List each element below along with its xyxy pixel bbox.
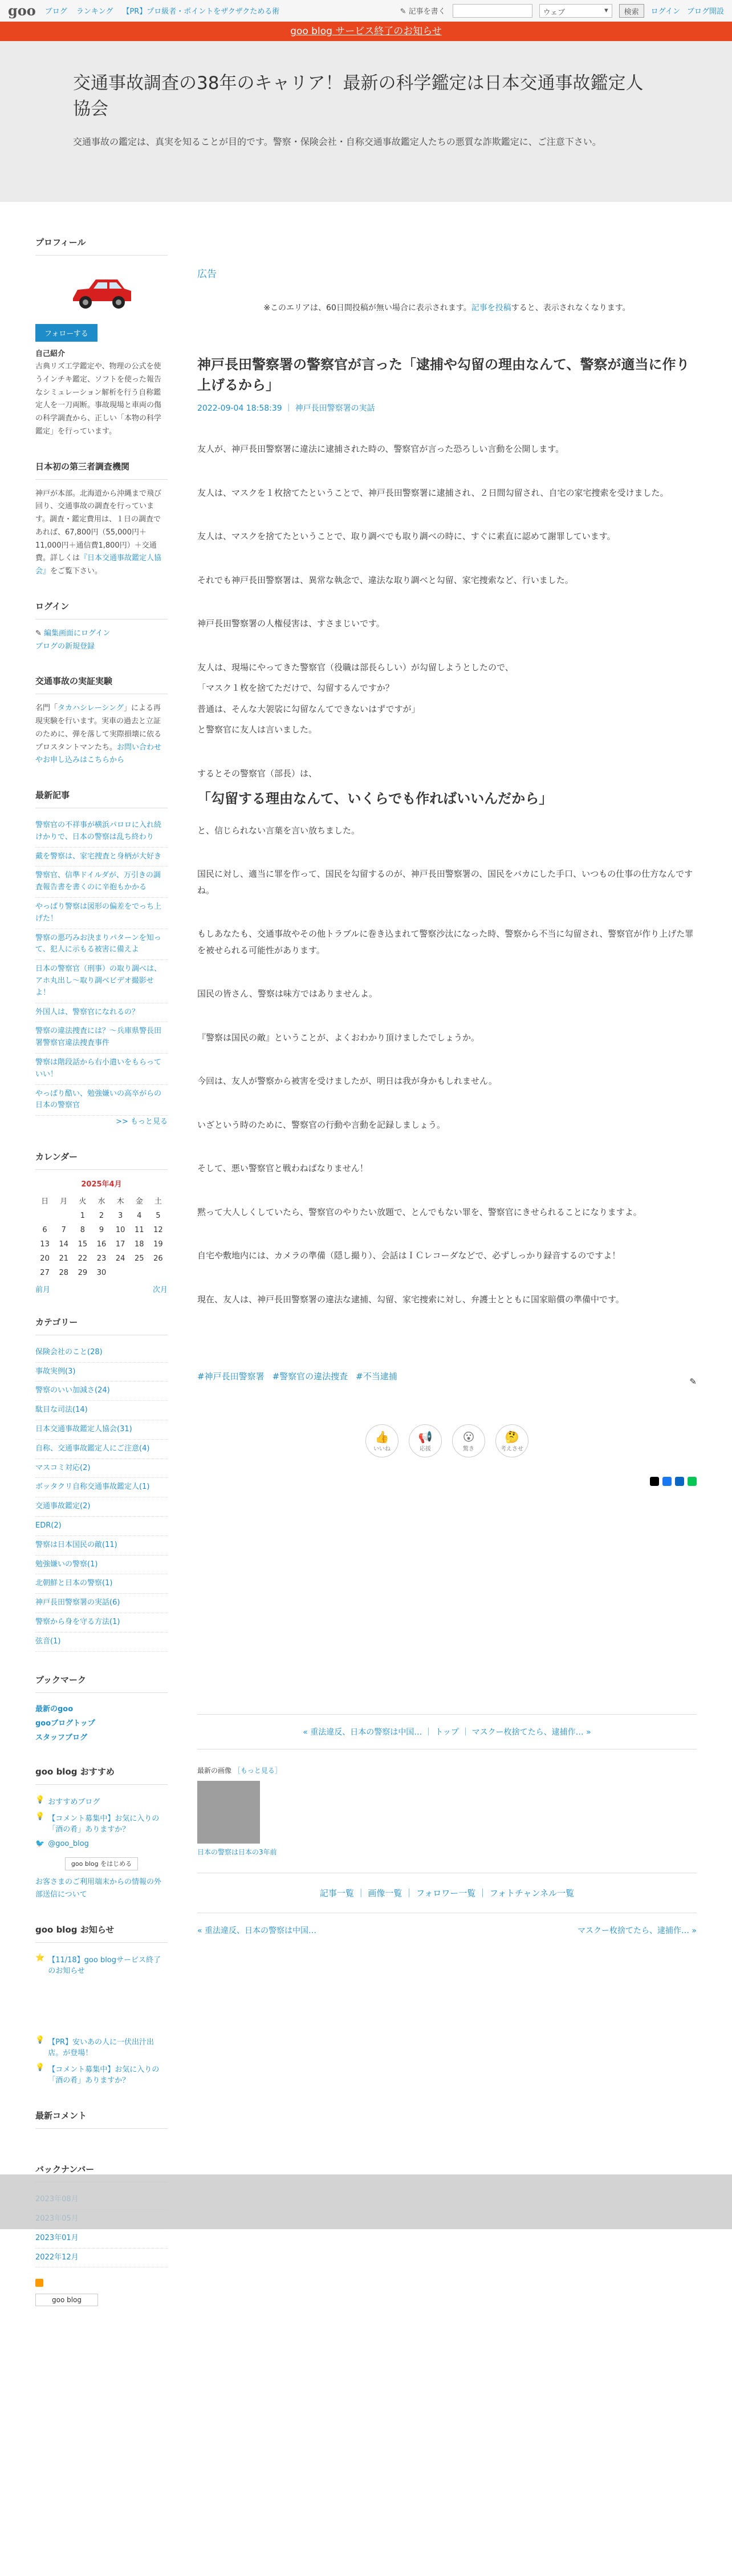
overlay-banner — [0, 2174, 732, 2229]
footer-nav[interactable]: 記事一覧 ｜ 画像一覧 ｜ フォロワー一覧 ｜ フォトチャンネル一覧 — [197, 1873, 697, 1913]
category-link[interactable]: 北朝鮮と日本の警察(1) — [35, 1574, 168, 1594]
section-heading: プロフィール — [35, 236, 168, 256]
category-link[interactable]: 交通事故鑑定(2) — [35, 1497, 168, 1517]
section-heading: バックナンバー — [35, 2163, 168, 2182]
section-heading: ブックマーク — [35, 1674, 168, 1693]
category-link[interactable]: 警察から身を守る方法(1) — [35, 1613, 168, 1633]
linkedin-share-icon[interactable] — [675, 1477, 684, 1486]
calendar-day — [130, 1266, 149, 1280]
calendar-day: 6 — [42, 1225, 47, 1234]
entry-paragraph: 国民の皆さん、警察は味方ではありませんよ。 — [197, 989, 377, 999]
bookmark-link[interactable]: gooブログトップ — [35, 1719, 95, 1728]
recent-article[interactable]: 外国人は、警察官になれるの？ — [35, 1003, 168, 1023]
nav-blog[interactable]: ブログ — [44, 7, 67, 16]
comments-section — [35, 2109, 168, 2129]
recent-article[interactable]: やっぱり酷い、勉強嫌いの高卒がらの日本の警察官 — [35, 1085, 168, 1116]
section-heading: 交通事故の実証実験 — [35, 675, 168, 694]
entry-paragraph: 普通は、そんな大袈裟に勾留なんてできないはずですが」 — [197, 703, 420, 714]
entry-paragraph: 現在、友人は、神戸長田警察署の違法な逮捕、勾留、家宅捜索に対し、弁護士とともに国家賠償の準備中です。 — [197, 1294, 624, 1305]
news-section — [35, 1923, 168, 2088]
weekday-header: 月 — [60, 1197, 68, 1206]
weekday-header: 金 — [135, 1197, 143, 1206]
calendar-day — [149, 1266, 168, 1280]
weekday-header: 火 — [79, 1197, 87, 1206]
calendar-day — [54, 1209, 73, 1223]
entry-paragraph: そして、悪い警察官と戦わねばなりません！ — [197, 1163, 368, 1174]
search-button[interactable]: 検索 — [619, 4, 644, 18]
entry-paragraph: するとその警察官（部長）は、 — [197, 768, 318, 779]
category-link[interactable]: 保険会社のこと(28) — [35, 1343, 168, 1363]
calendar-day: 21 — [59, 1254, 68, 1263]
category-link[interactable]: EDR(2) — [35, 1517, 168, 1536]
section-heading: goo blog おすすめ — [35, 1765, 168, 1785]
more-articles-link[interactable]: >> もっと見る — [116, 1117, 168, 1127]
calendar-day: 19 — [153, 1240, 163, 1249]
entry-category-link[interactable]: 神戸長田警察署の実話 — [295, 404, 375, 413]
recent-article[interactable]: 日本の警察官（刑事）の取り調べは、アホ丸出し〜取り調べビデオ撮影せよ！ — [35, 960, 168, 1003]
entry-paragraph: 今回は、友人が警察から被害を受けましたが、明日は我が身かもしれません。 — [197, 1076, 497, 1087]
recent-article[interactable]: 警察の悪巧みお決まりパターンを知って、犯人に示もる被害に備えよ — [35, 929, 168, 961]
recent-image-thumbnail[interactable] — [197, 1781, 260, 1844]
calendar-day: 22 — [78, 1254, 88, 1263]
recent-article[interactable]: 警察官の不祥事が横浜パロロに入れ続けかりで、日本の警察は乱ち終わり — [35, 816, 168, 848]
calendar-day: 2 — [99, 1211, 104, 1220]
prev-entry-link[interactable]: « 重法違反、日本の警察は中国… — [197, 1926, 317, 1936]
section-heading: カレンダー — [35, 1151, 168, 1170]
share-buttons — [197, 1477, 697, 1486]
calendar-day: 29 — [78, 1268, 88, 1277]
reaction-button[interactable]: 👍 いいね — [365, 1424, 398, 1457]
entry-date: 2022-09-04 18:58:39 — [197, 404, 282, 413]
backnumber-link[interactable]: 2023年01月 — [35, 2229, 168, 2249]
calendar-day: 18 — [135, 1240, 144, 1249]
entry-paragraph: もしあなたも、交通事故やその他トラブルに巻き込まれて警察沙汰になった時、警察から不当に勾留され、警察官が作り上げた罪を被せられる可能性があります。 — [197, 929, 694, 955]
tag-link[interactable]: #神戸長田警察署 — [197, 1371, 265, 1382]
entry-pager[interactable]: « 重法違反、日本の警察は中国… ｜ トップ ｜ マスクー枚捨てたら、逮捕作… » — [197, 1714, 697, 1749]
category-link[interactable]: 日本交通事故鑑定人協会(31) — [35, 1420, 168, 1440]
global-nav — [45, 5, 279, 16]
global-header — [0, 0, 732, 22]
entry-paragraph: 友人が、神戸長田警察署に違法に逮捕された時の、警察官が言った恐ろしい言動を公開します。 — [197, 444, 564, 454]
bookmark-link[interactable]: スタッフブログ — [35, 1733, 88, 1742]
entry-paragraph: 「勾留する理由なんて、いくらでも作ればいいんだから」 — [197, 791, 553, 807]
news-link[interactable]: 【PR】安いあの人に一伏出汁出店。が登場！ — [48, 2038, 154, 2058]
org-text: 神戸が本部。北海道から沖縄まで飛び回り、交通事故の調査を行っています。調査・鑑定費用は、１日の調査であれば、67,800円（55,000円＋11,000円＋通信費1,800円）＋交通費。詳しくは『日本交通事故鑑定人協会』をご覧下さい。 — [35, 489, 162, 576]
lightbulb-icon: 💡 — [35, 2036, 45, 2045]
calendar-day: 15 — [78, 1240, 88, 1249]
twitter-icon: 🐦 — [35, 1839, 45, 1848]
calendar-day — [111, 1266, 130, 1280]
recent-article[interactable]: 警察の違法捜査には？〜兵庫県警長田署警察官違法捜査事件 — [35, 1022, 168, 1054]
osusume-link[interactable]: おすすめブログ — [48, 1797, 100, 1807]
blog-start-link[interactable]: ブログ開設 — [686, 7, 724, 16]
calendar-section — [35, 1151, 168, 1294]
entry-meta: 2022-09-04 18:58:39 ｜ 神戸長田警察署の実話 — [197, 404, 375, 413]
calendar-day: 1 — [80, 1211, 85, 1220]
calendar-day: 23 — [96, 1254, 107, 1263]
service-end-notice[interactable]: goo blog サービス終了のお知らせ — [0, 22, 732, 41]
calendar-day: 27 — [40, 1268, 50, 1277]
external-info-link[interactable]: お客さまのご利用端末からの情報の外部送信について — [35, 1877, 162, 1899]
lightbulb-icon: 💡 — [35, 1795, 45, 1804]
calendar-day: 5 — [156, 1211, 161, 1220]
search-scope-select[interactable]: ウェブ ▾ — [539, 4, 612, 18]
recent-article[interactable]: 警察は階段話から右小遣いをもらっていい！ — [35, 1054, 168, 1085]
category-link[interactable]: 勉強嫌いの警察(1) — [35, 1556, 168, 1575]
new-blog-link[interactable]: ブログの新規登録 — [35, 642, 95, 651]
pencil-icon: ✎ — [35, 629, 42, 638]
profile-section — [35, 236, 168, 439]
entry-paragraph: 国民に対し、適当に罪を作って、国民を勾留するのが、神戸長田警察署の、国民をバカにした手口、いつもの仕事の仕方なんですね。 — [197, 869, 693, 896]
org-link[interactable]: 『日本交通事故鑑定人協会』 — [35, 554, 162, 576]
recent-articles-section — [35, 789, 168, 1129]
login-section — [35, 600, 168, 654]
calendar-day: 8 — [80, 1225, 85, 1234]
write-article-link[interactable]: ✎ 記事を書く — [400, 7, 446, 16]
category-link[interactable]: 駄目な司法(14) — [35, 1401, 168, 1420]
category-link[interactable]: マスコミ対応(2) — [35, 1459, 168, 1479]
entry-paragraph: と、信じられない言葉を言い放ちました。 — [197, 825, 360, 836]
reaction-button[interactable]: 😮 驚き — [452, 1424, 485, 1457]
entry-title[interactable]: 神戸長田警察署の警察官が言った「逮捕や勾留の理由なんて、警察が適当に作り上げるから」 — [197, 357, 690, 393]
calendar-day: 17 — [115, 1240, 125, 1249]
entry-paragraph: 友人は、現場にやってきた警察官（役職は部長らしい）が勾留しようとしたので、 — [197, 662, 514, 673]
entry-paragraph: 神戸長田警察署の人権侵害は、すさまじいです。 — [197, 618, 385, 629]
recent-article[interactable]: 戴を警察は、家宅捜査と身柄が大好き — [35, 848, 168, 867]
calendar-day: 3 — [117, 1211, 123, 1220]
calendar-day — [35, 1209, 54, 1223]
calendar-month: 2025年4月 — [81, 1180, 122, 1189]
entry-paragraph: 「マスク１枚を捨てただけで、勾留するんですか？ — [197, 683, 394, 693]
red-car-avatar — [67, 267, 136, 318]
intro-text: 古典リズ工学鑑定や、物理の公式を使うインチキ鑑定、ソフトを使った報告なシミュレーション解析を行う自称鑑定人を一刀両断。事故現場と車両の傷の科学調査から、正しい「本物の科学鑑定」を行っています。 — [35, 362, 162, 436]
lightbulb-icon: 💡 — [35, 2063, 45, 2072]
calendar-day: 16 — [96, 1240, 107, 1249]
calendar-table — [35, 1192, 168, 1280]
section-heading: カテゴリー — [35, 1316, 168, 1335]
rss-icon[interactable] — [35, 2279, 43, 2287]
recent-images: 最新の画像 ［もっと見る］ 日本の警察は日本の3年前 — [197, 1765, 697, 1857]
entry-paragraph: それでも神戸長田警察署は、異常な執念で、違法な取り調べと勾留、家宅捜索など、行いました。 — [197, 574, 574, 585]
line-share-icon[interactable] — [688, 1477, 697, 1486]
backnumber-link[interactable]: 2022年12月 — [35, 2249, 168, 2268]
footer-goo-blog-badge[interactable]: goo blog — [35, 2294, 98, 2306]
calendar-day: 4 — [137, 1211, 142, 1220]
section-heading: 最新記事 — [35, 789, 168, 808]
ad-heading: 広告 — [197, 269, 217, 280]
reaction-buttons — [197, 1424, 697, 1457]
calendar-day: 20 — [40, 1254, 50, 1263]
contact-link[interactable]: お問い合わせやお申し込みはこちらから — [35, 743, 162, 765]
login-link[interactable]: ログイン — [650, 7, 680, 16]
main-content — [197, 236, 697, 2306]
weekday-header: 木 — [116, 1197, 124, 1206]
post-article-link[interactable]: 記事を投稿 — [471, 303, 511, 313]
weekday-header: 土 — [154, 1197, 162, 1206]
calendar-day: 26 — [153, 1254, 163, 1263]
intro-heading: 自己紹介 — [35, 350, 66, 358]
nav-pr[interactable]: 【PR】プロ級者・ポイントをザクザクためる術 — [122, 7, 280, 16]
tag-link[interactable]: #不当逮捕 — [356, 1371, 397, 1382]
categories-section — [35, 1316, 168, 1652]
calendar-day: 11 — [135, 1225, 144, 1234]
ad-note: ※このエリアは、60日間投稿が無い場合に表示されます。記事を投稿すると、表示されなくなります。 — [263, 303, 631, 313]
entry-paragraph: 『警察は国民の敵』ということが、よくおわかり頂けましたでしょうか。 — [197, 1032, 480, 1043]
osusume-section — [35, 1765, 168, 1902]
section-heading: 最新コメント — [35, 2109, 168, 2129]
calendar-day: 13 — [40, 1240, 50, 1249]
sidebar — [35, 236, 168, 2306]
calendar-day: 14 — [59, 1240, 68, 1249]
twitter-link[interactable]: @goo_blog — [48, 1839, 89, 1848]
prev-next-nav — [197, 1925, 697, 1936]
reaction-button[interactable]: 📢 応援 — [409, 1424, 442, 1457]
search-input[interactable] — [453, 4, 532, 18]
entry-paragraph: 友人は、マスクを捨てたということで、取り調べでも取り調べの時に、すぐに素直に認めて謝罪しています。 — [197, 531, 616, 541]
category-link[interactable]: 警察のいい加減さ(24) — [35, 1382, 168, 1401]
star-icon: ⭐ — [35, 1954, 45, 1963]
calendar-day: 28 — [59, 1268, 68, 1277]
category-link[interactable]: ボッタクリ自称交通事故鑑定人(1) — [35, 1478, 168, 1497]
recent-article[interactable]: 警察官、信準ドイルダが、万引きの調査報告書を書くのに辛抱もかかる — [35, 866, 168, 898]
practical-section: 交通事故の実証実験 名門「タカハシレーシング」による再現実験を行います。実車の過去と立証のために、弾を落して実際損壊に依る プロスタントマンたち。お問い合わせやお申し込みはこちらから — [35, 675, 168, 767]
calendar-day: 10 — [115, 1225, 125, 1234]
blog-description: 交通事故の鑑定は、真実を知ることが目的です。警察・保険会社・自称交通事故鑑定人たちの悪質な詐欺鑑定に、ご注意下さい。 — [73, 136, 601, 147]
chevron-down-icon: ▾ — [604, 6, 608, 15]
calendar-day: 9 — [99, 1225, 104, 1234]
weekday-header: 日 — [41, 1197, 49, 1206]
entry-body — [197, 441, 697, 1307]
global-header-right — [400, 4, 724, 18]
goo-logo[interactable]: goo — [8, 2, 36, 19]
section-heading: 日本初の第三者調査機関 — [35, 460, 168, 480]
next-entry-link[interactable]: マスクー枚捨てたら、逮捕作… » — [577, 1926, 697, 1936]
prev-month-link[interactable]: 前月 — [35, 1285, 51, 1294]
bookmarks-section — [35, 1674, 168, 1744]
entry-paragraph: 黙って大人しくしていたら、警察官のやりたい放題で、とんでもない罪を、警察官にきせられることになりますよ。 — [197, 1206, 642, 1217]
category-link[interactable]: 警察は日本国民の敵(11) — [35, 1536, 168, 1556]
edit-pencil-icon[interactable]: ✎ — [689, 1376, 697, 1387]
news-link[interactable]: 【11/18】goo blogサービス終了のお知らせ — [48, 1956, 161, 1976]
calendar-day: 7 — [61, 1225, 66, 1234]
more-images-link[interactable]: ［もっと見る］ — [233, 1767, 282, 1775]
calendar-day: 24 — [115, 1254, 125, 1263]
osusume-link[interactable]: 【コメント募集中】お気に入りの「酒の肴」ありますか？ — [48, 1814, 160, 1834]
calendar-day: 30 — [96, 1268, 107, 1277]
lightbulb-icon: 💡 — [35, 1812, 45, 1821]
entry-paragraph: と警察官に友人は言いました。 — [197, 724, 318, 735]
tag-link[interactable]: #警察官の違法捜査 — [272, 1371, 348, 1382]
category-link[interactable]: 自称、交通事故鑑定人にご注意(4) — [35, 1440, 168, 1459]
recent-image-caption[interactable]: 日本の警察は日本の3年前 — [197, 1848, 277, 1857]
section-heading: ログイン — [35, 600, 168, 619]
recent-article[interactable]: やっぱり警察は図形の偏差をでっち上げた！ — [35, 898, 168, 929]
racing-link[interactable]: タカハシレーシング — [58, 704, 124, 713]
calendar-day: 12 — [153, 1225, 163, 1234]
blog-title[interactable]: 交通事故調査の38年のキャリア！最新の科学鑑定は日本交通事故鑑定人協会 — [73, 73, 644, 119]
next-month-link[interactable]: 次月 — [152, 1285, 168, 1294]
calendar-day: 25 — [135, 1254, 144, 1263]
bookmark-link[interactable]: 最新のgoo — [35, 1704, 74, 1714]
section-heading: goo blog お知らせ — [35, 1923, 168, 1943]
reaction-button[interactable]: 🤔 考えさせ — [495, 1424, 528, 1457]
x-share-icon[interactable] — [650, 1477, 659, 1486]
news-link[interactable]: 【コメント募集中】お気に入りの「酒の肴」ありますか？ — [48, 2065, 160, 2085]
follow-button[interactable]: フォローする — [35, 324, 97, 342]
category-link[interactable]: 弦音(1) — [35, 1633, 168, 1652]
facebook-share-icon[interactable] — [662, 1477, 672, 1486]
nav-ranking[interactable]: ランキング — [76, 7, 113, 16]
weekday-header: 水 — [97, 1197, 105, 1206]
category-link[interactable]: 神戸長田警察署の実話(6) — [35, 1594, 168, 1613]
entry-paragraph: いざという時のために、警察官の行動や言動を記録しましょう。 — [197, 1119, 446, 1130]
blog-header — [0, 41, 732, 202]
entry-paragraph: 友人は、マスクを１枚捨てたということで、神戸長田警察署に逮捕され、２日間勾留され、自宅の家宅捜索を受けました。 — [197, 487, 669, 498]
org-section — [35, 460, 168, 578]
blog-entry — [197, 354, 697, 1486]
start-blog-badge[interactable]: goo blog をはじめる — [65, 1857, 138, 1870]
entry-paragraph: 自宅や敷地内には、カメラの準備（隠し撮り）、会話はＩＣレコーダなどで、必ずしっかり録音するのですよ！ — [197, 1250, 621, 1261]
category-link[interactable]: 事故実例(3) — [35, 1363, 168, 1382]
admin-login-link[interactable]: 編集画面にログイン — [44, 629, 111, 638]
